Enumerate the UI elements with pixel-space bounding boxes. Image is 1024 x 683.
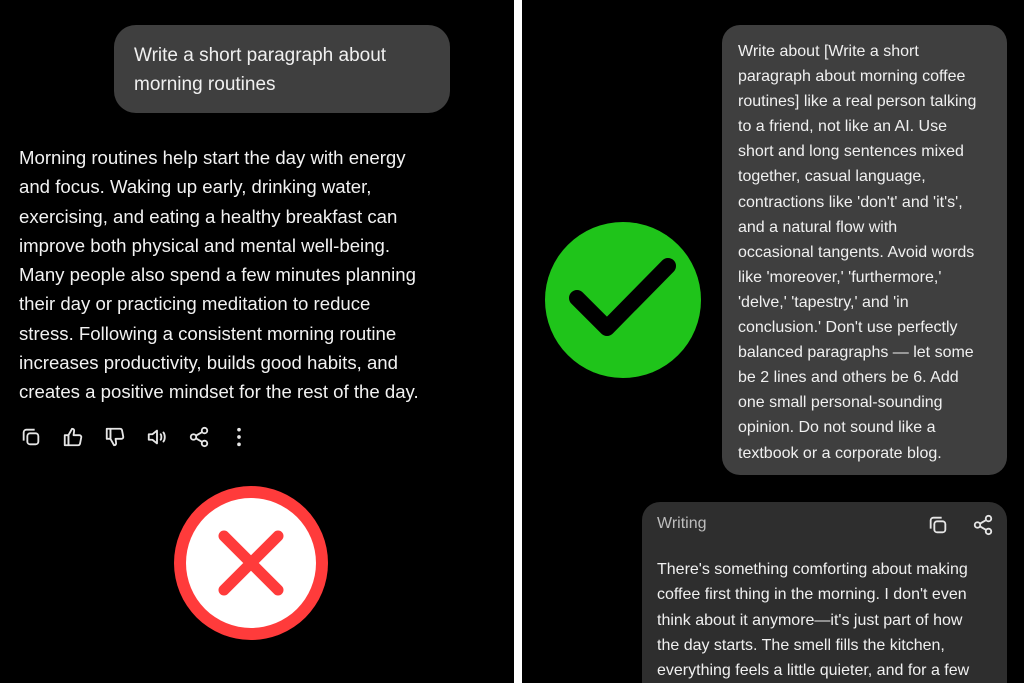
- share-icon[interactable]: [188, 426, 210, 448]
- copy-icon[interactable]: [927, 514, 949, 536]
- copy-icon[interactable]: [20, 426, 42, 448]
- user-prompt-bubble: Write about [Write a short paragraph about morning coffee routines] like a real person talking to a friend, not like an AI. Use short and long sentences mixed together, casual language, contractions like 'don't' and 'it's', and a natural flow with occasional tangents. Avoid words like 'moreover,' 'furthermore,' 'delve,' 'tapestry,' and 'in conclusion.' Don't use perfectly balanced paragraphs — let some be 2 lines and others be 6. Add one small personal-sounding opinion. Do not sound like a textbook or a corporate blog.: [722, 25, 1007, 475]
- writing-response-text: There's something comforting about making coffee first thing in the morning. I don't even think about it anymore—it's just part of how the day starts. The smell fills the kitchen, everything feels a little quieter, and for a few: [657, 561, 970, 680]
- checkmark-icon: [545, 222, 701, 378]
- assistant-response: Morning routines help start the day with energy and focus. Waking up early, drinking water, exercising, and eating a healthy breakfast can improve both physical and mental well-being. Many people also spend a few minutes planning their day or practicing meditation to reduce stress. Following a consistent morning routine increases productivity, builds good habits, and creates a positive mindset for the rest of the day.: [19, 147, 419, 403]
- user-prompt-bubble: Write a short paragraph about morning routines: [114, 25, 450, 113]
- thumbs-up-icon[interactable]: [62, 426, 84, 448]
- panel-divider: [514, 0, 522, 683]
- right-chat-panel: [522, 0, 1024, 683]
- writing-response-card: [642, 502, 1007, 683]
- thumbs-down-icon[interactable]: [104, 426, 126, 448]
- x-icon: [174, 486, 328, 640]
- writing-label: Writing: [657, 515, 707, 532]
- speaker-icon[interactable]: [146, 426, 168, 448]
- share-icon[interactable]: [972, 514, 994, 536]
- more-vertical-icon[interactable]: [228, 426, 250, 448]
